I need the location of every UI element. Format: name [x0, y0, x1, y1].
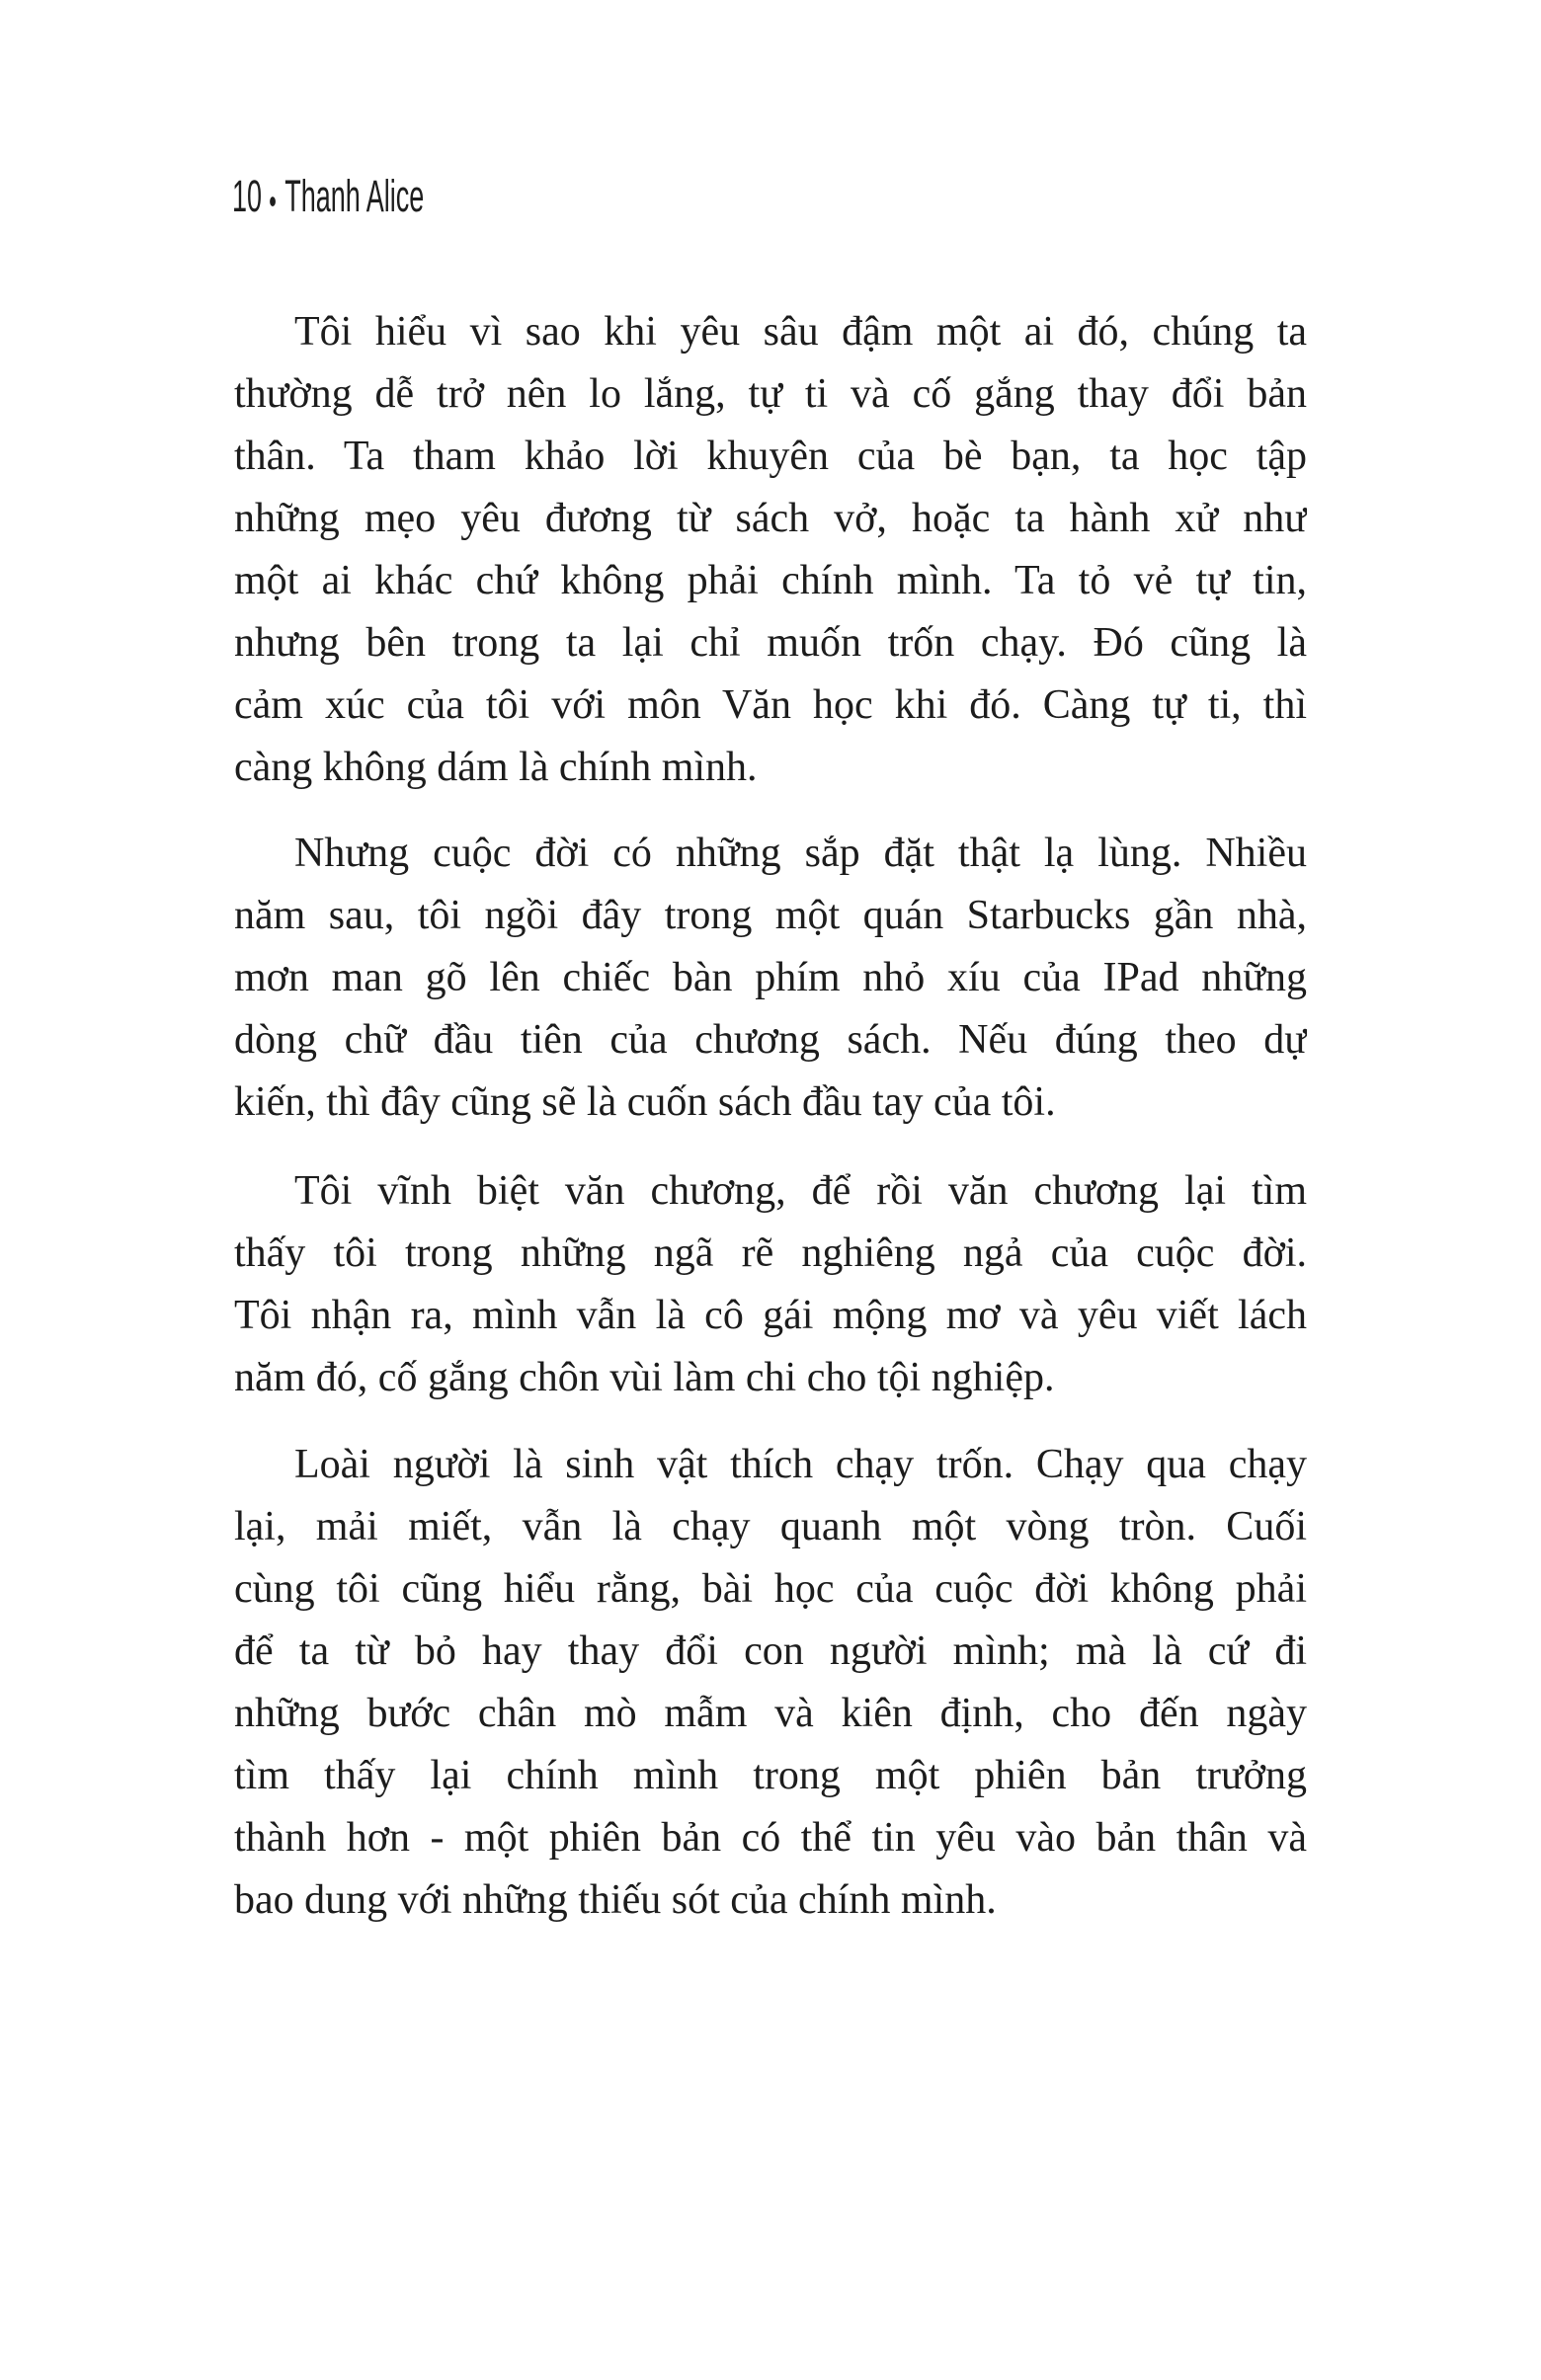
text-line: Tôi nhận ra, mình vẫn là cô gái mộng mơ và yêu viết lách — [234, 1293, 1307, 1338]
text-line: thấy tôi trong những ngã rẽ nghiêng ngả của cuộc đời. — [234, 1230, 1307, 1276]
text-line: những bước chân mò mẫm và kiên định, cho đến ngày — [234, 1691, 1307, 1736]
text-line: năm sau, tôi ngồi đây trong một quán Starbucks gần nhà, — [234, 893, 1307, 938]
text-line: bao dung với những thiếu sót của chính mình. — [234, 1877, 997, 1923]
text-line: Tôi hiểu vì sao khi yêu sâu đậm một ai đó, chúng ta — [294, 309, 1307, 355]
text-line: Nhưng cuộc đời có những sắp đặt thật lạ lùng. Nhiều — [294, 831, 1307, 876]
text-line: để ta từ bỏ hay thay đổi con người mình; mà là cứ đi — [234, 1628, 1307, 1674]
text-line: mơn man gõ lên chiếc bàn phím nhỏ xíu của IPad những — [234, 955, 1307, 1000]
text-line: kiến, thì đây cũng sẽ là cuốn sách đầu tay của tôi. — [234, 1079, 1056, 1125]
text-line: những mẹo yêu đương từ sách vở, hoặc ta hành xử như — [234, 496, 1307, 541]
running-head — [232, 172, 424, 221]
text-line: thường dễ trở nên lo lắng, tự ti và cố gắng thay đổi bản — [234, 371, 1307, 417]
paragraph — [234, 1160, 1307, 1409]
text-line: thân. Ta tham khảo lời khuyên của bè bạn, ta học tập — [234, 434, 1307, 479]
bullet-separator-icon: • — [269, 181, 277, 221]
author-name: Thanh Alice — [284, 171, 425, 221]
text-line: cùng tôi cũng hiểu rằng, bài học của cuộc đời không phải — [234, 1566, 1307, 1612]
text-line: Loài người là sinh vật thích chạy trốn. Chạy qua chạy — [294, 1442, 1307, 1487]
text-line: dòng chữ đầu tiên của chương sách. Nếu đúng theo dự — [234, 1017, 1307, 1063]
text-line: một ai khác chứ không phải chính mình. Ta tỏ vẻ tự tin, — [234, 558, 1307, 603]
text-line: cảm xúc của tôi với môn Văn học khi đó. Càng tự ti, thì — [234, 682, 1307, 728]
text-line: nhưng bên trong ta lại chỉ muốn trốn chạy. Đó cũng là — [234, 620, 1307, 666]
text-line: lại, mải miết, vẫn là chạy quanh một vòng tròn. Cuối — [234, 1504, 1307, 1549]
paragraph — [234, 301, 1307, 799]
paragraph — [234, 823, 1307, 1134]
paragraph — [234, 1434, 1307, 1932]
text-line: tìm thấy lại chính mình trong một phiên bản trưởng — [234, 1753, 1307, 1798]
page-number: 10 — [232, 171, 263, 221]
text-line: năm đó, cố gắng chôn vùi làm chi cho tội nghiệp. — [234, 1355, 1055, 1400]
text-line: càng không dám là chính mình. — [234, 745, 758, 790]
text-line: Tôi vĩnh biệt văn chương, để rồi văn chương lại tìm — [294, 1168, 1307, 1214]
text-line: thành hơn - một phiên bản có thể tin yêu vào bản thân và — [234, 1815, 1307, 1861]
